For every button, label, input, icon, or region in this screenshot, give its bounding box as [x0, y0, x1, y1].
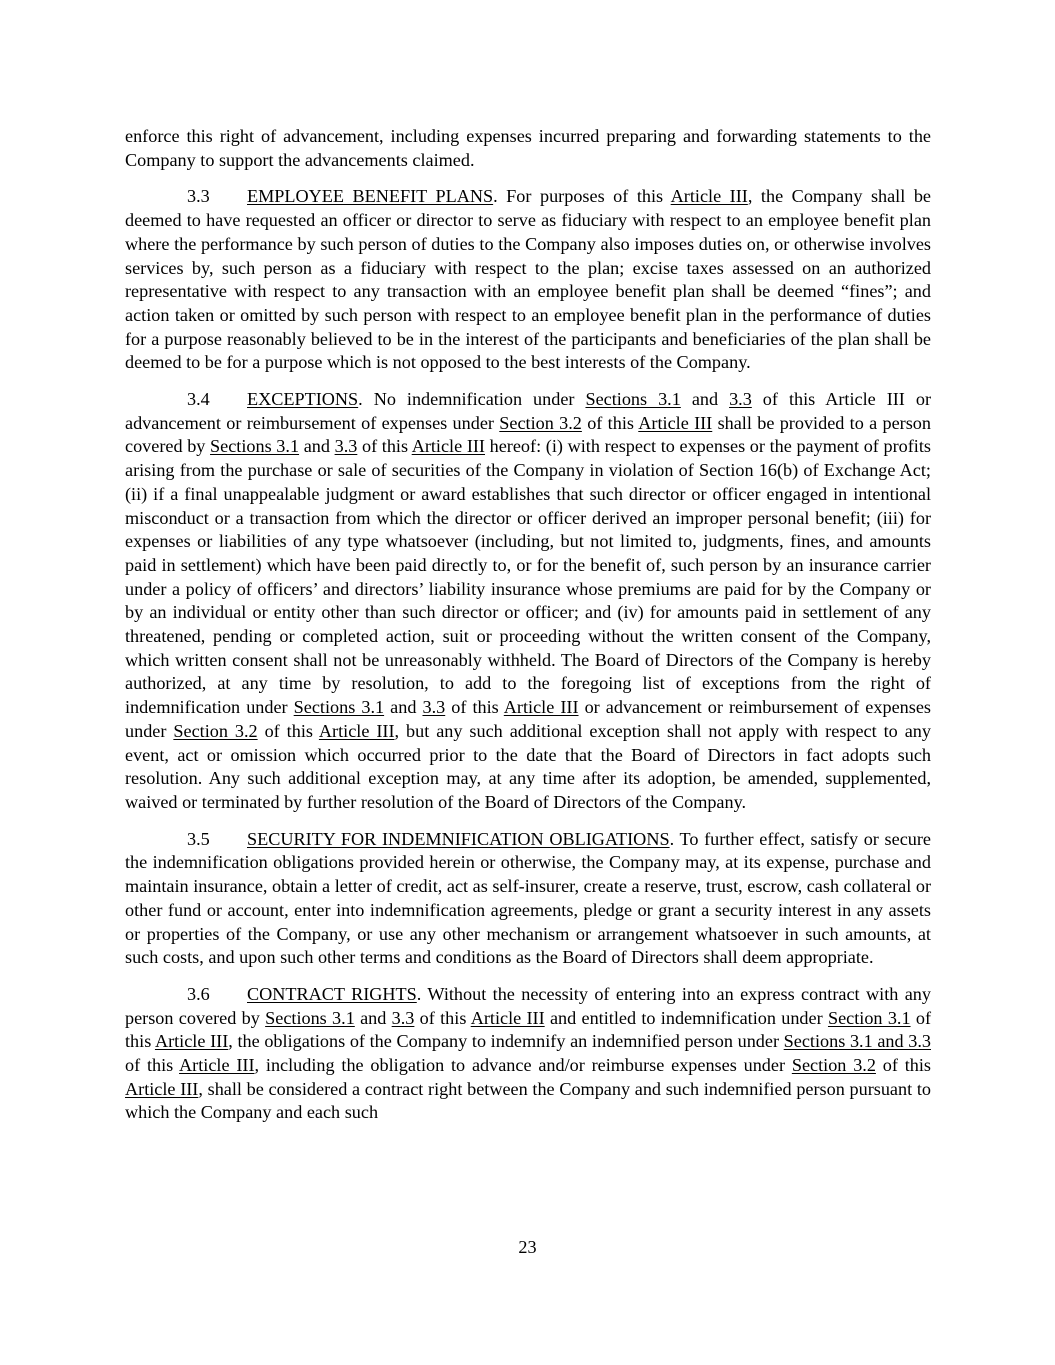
section-number: 3.5: [187, 828, 210, 849]
cross-reference: Article III: [638, 412, 713, 433]
text: and entitled to indemnification under: [544, 1007, 828, 1028]
cross-reference: Article III: [154, 1031, 229, 1052]
cross-reference: Section 3.2: [499, 412, 582, 433]
text: and: [384, 697, 423, 718]
section-3-6: [125, 983, 931, 1125]
cross-reference: Article III: [670, 186, 748, 207]
text: or advancement or reimbursement of expenses under: [125, 697, 931, 741]
text: of this Article III or advancement or reimbursement of expenses under: [125, 389, 931, 433]
cross-reference: 3.3: [391, 1007, 415, 1028]
section-heading: EMPLOYEE BENEFIT PLANS: [247, 186, 494, 207]
text: of this: [581, 412, 639, 433]
text: . Without the necessity of entering into an express contract with any person covered by: [125, 983, 931, 1028]
text: of this: [357, 436, 412, 457]
section-number: 3.4: [187, 389, 210, 410]
text: , shall be considered a contract right between the Company and such indemnified person pursuant to which the Company and each such: [125, 1078, 931, 1123]
paragraph-continuation: [125, 125, 931, 172]
text: and: [299, 436, 335, 457]
body-text: [125, 125, 931, 1138]
cross-reference: 3.3: [729, 389, 752, 410]
cross-reference: Article III: [179, 1055, 255, 1076]
text: of this: [125, 1055, 180, 1076]
cross-reference: Section 3.1: [827, 1007, 911, 1028]
cross-reference: Section 3.2: [173, 720, 258, 741]
text: hereof: (i) with respect to expenses or the payment of profits arising from the purchase or sale of securities of the Company in violation of Section 16(b) of Exchange Act; (ii) if a final unappealable judgment or award establishes that such director or officer engaged in intentional misconduct or a transaction from which the director or officer derived an improper personal benefit; (iii) for expenses or liabilities of any type whatsoever (including, but not limited to, judgments, fines, and amounts paid in settlement) which have been paid directly to, or for the benefit of, such person by an insurance carrier under a policy of officers’ and directors’ liability insurance whose premiums are paid for by the Company or by an individual or entity other than such director or officer; and (iv) for amounts paid in settlement of any threatened, pending or completed action, suit or proceeding without the written consent of the Company, which written consent shall not be unreasonably withheld. The Board of Directors of the Company is hereby authorized, at any time by resolution, to add to the foregoing list of exceptions from the right of indemnification under: [125, 436, 931, 718]
cross-reference: Section 3.2: [791, 1055, 876, 1076]
cross-reference: Article III: [411, 436, 485, 457]
text: . To further effect, satisfy or secure the indemnification obligations provided herein or otherwise, the Company may, at its expense, purchase and maintain insurance, obtain a letter of credit, act as self-insurer, create a reserve, trust, escrow, cash collateral or other fund or account, enter into indemnification agreements, pledge or grant a security interest in any assets or properties of the Company, or use any other mechanism or arrangement whatsoever in such amounts, at such costs, and upon such other terms and conditions as the Board of Directors shall deem appropriate.: [125, 828, 931, 968]
text: . For purposes of this: [493, 186, 671, 207]
cross-reference: Sections 3.1: [265, 1007, 355, 1028]
text: and: [354, 1007, 392, 1028]
section-heading: CONTRACT RIGHTS: [247, 983, 417, 1004]
text: of this: [414, 1007, 471, 1028]
text: of this: [445, 697, 504, 718]
cross-reference: 3.3: [334, 436, 358, 457]
cross-reference: Article III: [470, 1007, 545, 1028]
paragraph-text: enforce this right of advancement, including expenses incurred preparing and forwarding statements to the Company to support the advancements claimed.: [125, 126, 931, 170]
cross-reference: Article III: [503, 697, 579, 718]
section-heading: EXCEPTIONS: [247, 389, 359, 410]
section-3-4: [125, 388, 931, 815]
text: and: [680, 389, 730, 410]
cross-reference: Article III: [318, 720, 395, 741]
text: of this: [257, 720, 319, 741]
text: , including the obligation to advance and/or reimburse expenses under: [254, 1055, 792, 1076]
cross-reference: Sections 3.1: [293, 697, 385, 718]
page-number: 23: [518, 1237, 537, 1257]
text: shall be provided to a person covered by: [125, 412, 931, 457]
text: , but any such additional exception shall not apply with respect to any event, act or omission which occurred prior to the date that the Board of Directors in fact adopts such resolution. Any such additional exception may, at any time after its adoption, be amended, supplemented, waived or terminated by further resolution of the Board of Directors of the Company.: [125, 720, 931, 812]
section-number: 3.6: [187, 983, 210, 1004]
section-3-5: [125, 828, 931, 970]
text: of this: [125, 1007, 932, 1052]
cross-reference: Sections 3.1: [585, 389, 681, 410]
text: . No indemnification under: [358, 389, 586, 410]
section-heading: SECURITY FOR INDEMNIFICATION OBLIGATIONS: [247, 828, 670, 849]
section-3-3: [125, 185, 931, 375]
cross-reference: Sections 3.1 and 3.3: [783, 1031, 931, 1052]
text: , the obligations of the Company to indemnify an indemnified person under: [228, 1031, 784, 1052]
cross-reference: 3.3: [422, 697, 446, 718]
cross-reference: Sections 3.1: [210, 436, 300, 457]
text: , the Company shall be deemed to have requested an officer or director to serve as fiduciary with respect to an employee benefit plan where the performance by such person of duties to the Company also imposes duties on, or otherwise involves services by, such person as a fiduciary with respect to the plan; excise taxes assessed on an authorized representative with respect to any transaction with an employee benefit plan shall be deemed “fines”; and action taken or omitted by such person with respect to an employee benefit plan in the performance of duties for a purpose reasonably believed to be in the interest of the participants and beneficiaries of the plan shall be deemed to be for a purpose which is not opposed to the best interests of the Company.: [125, 186, 931, 373]
cross-reference: Article III: [125, 1078, 199, 1099]
section-number: 3.3: [187, 186, 210, 207]
text: of this: [875, 1055, 931, 1076]
